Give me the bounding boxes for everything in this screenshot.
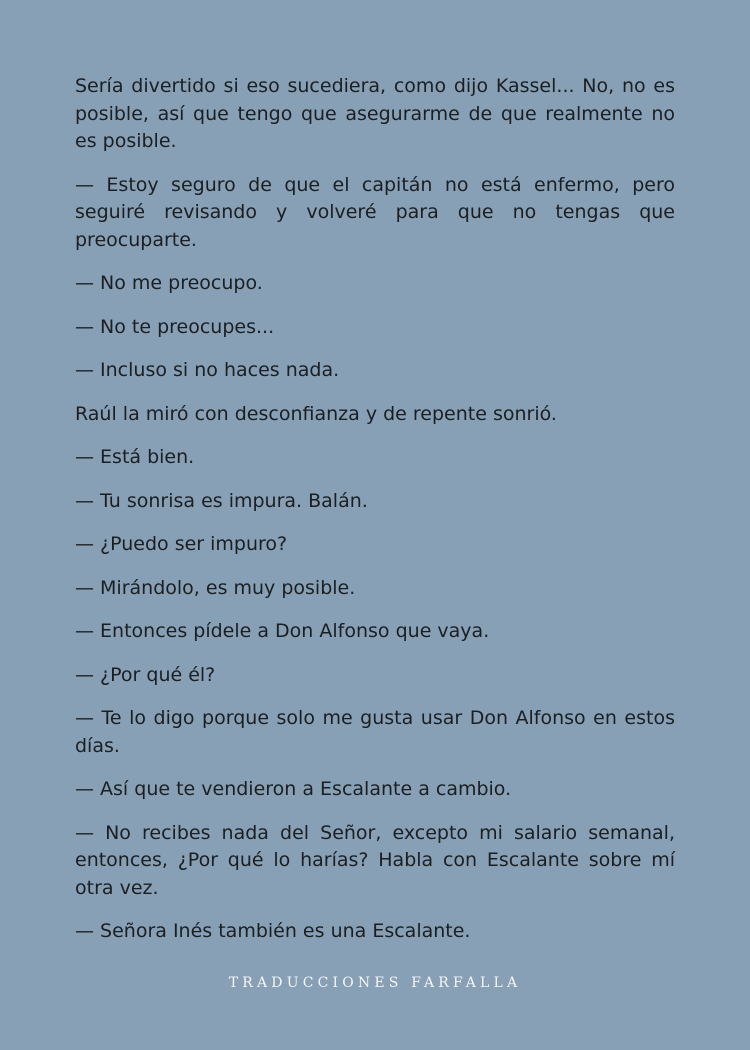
paragraph: — Está bien.: [75, 446, 195, 468]
paragraph: — No me preocupo.: [75, 272, 263, 294]
paragraph: Raúl la miró con desconfianza y de repente sonrió.: [75, 402, 557, 425]
paragraph: — Tu sonrisa es impura. Balán.: [75, 489, 368, 512]
paragraph: — Entonces pídele a Don Alfonso que vaya.: [75, 620, 490, 642]
paragraph: — No te preocupes...: [75, 315, 275, 338]
paragraph: — Incluso si no haces nada.: [75, 359, 340, 381]
paragraph: — Estoy seguro de que el capitán no está enfermo, pero seguiré revisando y volveré para que no tengas que preocuparte.: [75, 173, 675, 251]
paragraph: — Mirándolo, es muy posible.: [75, 576, 356, 599]
paragraph: — No recibes nada del Señor, excepto mi salario semanal, entonces, ¿Por qué lo harías? Habla con Escalante sobre mí otra vez.: [75, 821, 675, 899]
page-footer: TRADUCCIONES FARFALLA: [228, 975, 522, 991]
paragraph: — Te lo digo porque solo me gusta usar Don Alfonso en estos días.: [75, 707, 675, 757]
paragraph: — ¿Puedo ser impuro?: [75, 533, 288, 555]
page-body: [75, 73, 675, 962]
paragraph: — Señora Inés también es una Escalante.: [75, 920, 471, 942]
paragraph: Sería divertido si eso sucediera, como dijo Kassel... No, no es posible, así que tengo que asegurarme de que realmente no es posible.: [75, 75, 675, 152]
paragraph: — ¿Por qué él?: [75, 663, 216, 686]
paragraph: — Así que te vendieron a Escalante a cambio.: [75, 778, 512, 800]
